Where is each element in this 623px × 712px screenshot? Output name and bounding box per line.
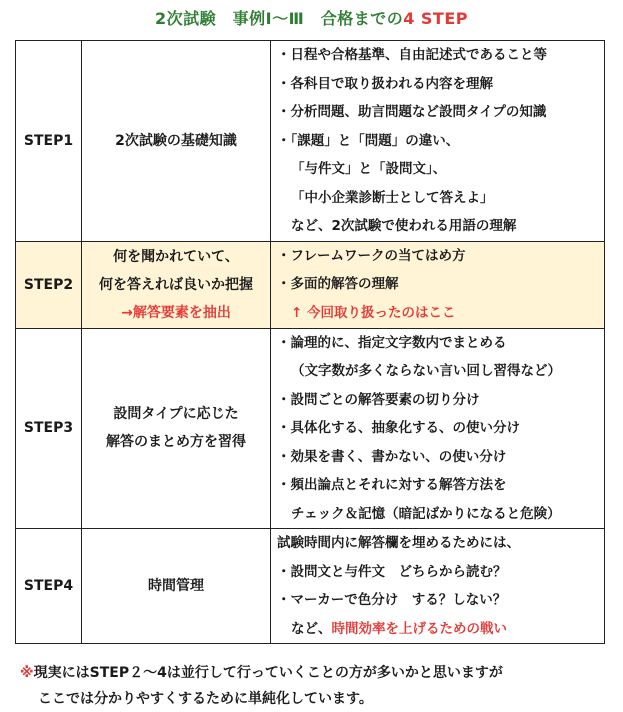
detail-text: など、: [291, 620, 332, 637]
detail-text: ・分析問題、助言問題など設問タイプの知識: [277, 104, 547, 120]
detail-line: [277, 386, 604, 415]
step-details: [271, 241, 605, 328]
detail-line: [277, 41, 604, 70]
step-goal: [82, 41, 271, 242]
detail-text: ↑ 今回取り扱ったのはここ: [291, 304, 456, 321]
detail-text: ・論理的に、指定文字数内でまとめる: [277, 334, 507, 351]
step-row: [16, 529, 605, 644]
detail-line: [277, 70, 604, 99]
step-goal-line: 何を聞かれていて、: [113, 248, 239, 265]
step-label: STEP1: [16, 41, 82, 242]
detail-line: [277, 558, 604, 587]
step-goal-line: 時間管理: [148, 578, 204, 594]
detail-text: ・効果を書く、書かない、の使い分け: [277, 448, 507, 465]
detail-line: [277, 299, 604, 328]
detail-line: [277, 184, 604, 213]
detail-text: 「中小企業診断士として答えよ」: [291, 189, 494, 206]
detail-text: ・頻出論点とそれに対する解答方法を: [277, 477, 507, 493]
detail-line: [277, 500, 604, 529]
detail-emphasis: 時間効率を上げるための戦い: [331, 620, 507, 637]
detail-line: [277, 414, 604, 443]
detail-text: 「与件文」と「設問文」、: [291, 161, 447, 177]
step-goal: [82, 241, 271, 328]
step-details: [271, 328, 605, 529]
detail-text: ・多面的解答の理解: [277, 276, 399, 293]
step-goal: [82, 328, 271, 529]
detail-text: ・各科目で取り扱われる内容を理解: [277, 75, 493, 92]
detail-line: [277, 529, 604, 558]
detail-line: [277, 615, 604, 644]
title-main: 2次試験 事例Ⅰ～Ⅲ 合格までの: [154, 9, 404, 28]
detail-line: [277, 329, 604, 358]
footnote: [20, 660, 503, 712]
detail-line: [277, 586, 604, 615]
step-goal-line: 解答のまとめ方を習得: [106, 434, 246, 451]
detail-text: ・具体化する、抽象化する、の使い分け: [277, 420, 520, 436]
detail-line: [277, 127, 604, 156]
detail-text: ・日程や合格基準、自由記述式であること等: [277, 47, 547, 63]
title-accent: 4 STEP: [403, 9, 468, 28]
footnote-line-1: 現実にはSTEP２～4は並行して行っていくことの方が多いかと思いますが: [33, 665, 503, 681]
detail-text: ・設問ごとの解答要素の切り分け: [277, 391, 480, 408]
detail-text: など、2次試験で使われる用語の理解: [291, 218, 517, 234]
step-goal-line: 設問タイプに応じた: [113, 406, 239, 423]
detail-text: ・「課題」と「問題」の違い、: [277, 132, 460, 149]
footnote-line-2: ここでは分かりやすくするために単純化しています。: [38, 691, 373, 707]
detail-text: ・マーカーで色分け する？しない？: [277, 592, 507, 608]
step-label: STEP3: [16, 328, 82, 529]
footnote-mark: ※: [20, 665, 34, 681]
steps-table: [15, 40, 605, 644]
detail-line: [277, 471, 604, 500]
step-details: [271, 529, 605, 644]
detail-line: [277, 155, 604, 184]
step-goal-line: →解答要素を抽出: [121, 304, 231, 321]
detail-text: 試験時間内に解答欄を埋めるためには、: [277, 535, 520, 551]
step-goal-line: 2次試験の基礎知識: [115, 132, 237, 149]
detail-line: [277, 270, 604, 299]
detail-line: [277, 98, 604, 127]
detail-text: （文字数が多くならない言い回し習得など）: [291, 363, 561, 379]
step-goal: [82, 529, 271, 644]
step-row: [16, 41, 605, 242]
detail-line: [277, 212, 604, 241]
step-label: STEP4: [16, 529, 82, 644]
detail-text: ・フレームワークの当てはめ方: [277, 247, 466, 264]
step-label: STEP2: [16, 241, 82, 328]
step-goal-line: 何を答えれば良いか把握: [99, 276, 253, 293]
detail-line: [277, 242, 604, 271]
detail-line: [277, 357, 604, 386]
detail-text: チェック＆記憶（暗記ばかりになると危険）: [291, 505, 561, 522]
detail-line: [277, 443, 604, 472]
detail-text: ・設問文と与件文 どちらから読む？: [277, 563, 507, 580]
page-title: [0, 6, 623, 29]
step-details: [271, 41, 605, 242]
step-row: [16, 241, 605, 328]
step-row: [16, 328, 605, 529]
